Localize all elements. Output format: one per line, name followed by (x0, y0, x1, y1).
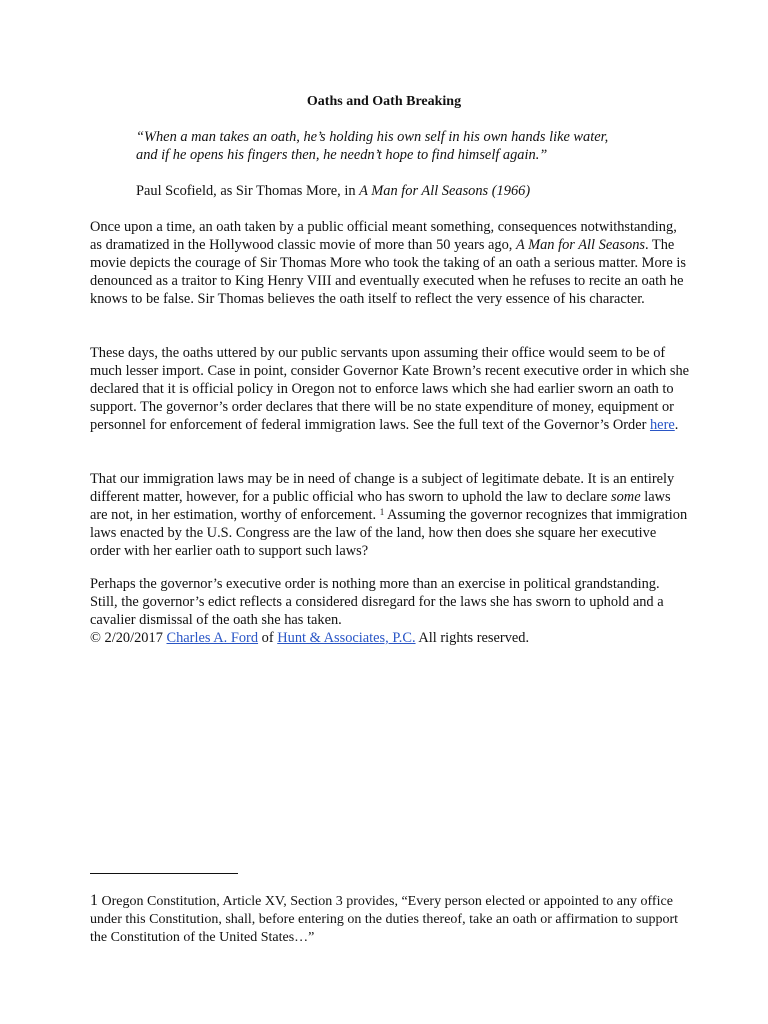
para2-end: . (674, 417, 679, 433)
paragraph-3 (90, 470, 690, 560)
para3-text-c: Assuming the governor recognizes that immigration laws enacted by the U.S. Congress are the law of the land, how then does she square her executive order with her earlier oath to support such laws? (90, 507, 688, 559)
epigraph-attribution (136, 182, 696, 200)
para3-text-a: That our immigration laws may be in need of change is a subject of legitimate debate. It is an entirely different matter, however, for a public official who has sworn to uphold the law to declare (90, 471, 675, 505)
attribution-prefix: Paul Scofield, as Sir Thomas More, in (136, 183, 360, 199)
footnote-reference[interactable]: 1 (379, 507, 385, 517)
attribution-work-title: A Man for All Seasons (1966) (359, 183, 531, 199)
para3-italic-word: some (611, 489, 641, 505)
para3-text-b: laws are not, in her estimation, worthy of enforcement. (90, 489, 671, 523)
copyright-line (90, 629, 690, 647)
epigraph-quote (136, 128, 656, 164)
paragraph-4 (90, 575, 690, 629)
para1-text-a: Once upon a time, an oath taken by a public official meant something, consequences notwithstanding, as dramatized in the Hollywood classic movie of more than 50 years ago, (90, 219, 677, 253)
para2-text: These days, the oaths uttered by our public servants upon assuming their office would seem to be of much lesser import. Case in point, consider Governor Kate Brown’s recent executive order in which she declared that it is official policy in Oregon not to enforce laws which she had earlier sworn an oath to support. The governor’s order declares that there will be no state expenditure of money, equipment or personnel for enforcement of federal immigration laws. See the full text of the Governor’s Order (90, 345, 690, 433)
footnote-number: 1 (90, 892, 98, 909)
firm-link[interactable]: Hunt & Associates, P.C. (277, 630, 416, 646)
governor-order-link[interactable]: here (649, 417, 675, 433)
footnote-text: Oregon Constitution, Article XV, Section 3 provides, “Every person elected or appointed to any office under this Constitution, shall, before entering on the duties thereof, take an oath or affirmation to support the Constitution of the United States…” (90, 894, 678, 945)
para4-text: Perhaps the governor’s executive order is nothing more than an exercise in political grandstanding. Still, the governor’s edict reflects a considered disregard for the laws she has sworn to uphold and a cavalier dismissal of the oath she has taken. (90, 576, 664, 628)
author-link[interactable]: Charles A. Ford (166, 630, 259, 646)
copyright-suffix: All rights reserved. (415, 630, 530, 646)
footnote-divider (90, 873, 238, 874)
paragraph-1 (90, 218, 690, 308)
document-title: Oaths and Oath Breaking (306, 94, 462, 109)
copyright-of: of (258, 630, 278, 646)
copyright-prefix: © 2/20/2017 (90, 630, 167, 646)
epigraph-line-2: and if he opens his fingers then, he needn’t hope to find himself again.” (136, 147, 548, 163)
para1-text-b: . The movie depicts the courage of Sir Thomas More who took the taking of an oath a serious matter. More is denounced as a traitor to King Henry VIII and eventually executed when he refuses to recite an oath he knows to be false. Sir Thomas believes the oath itself to reflect the very essence of his character. (90, 237, 687, 307)
para1-italic-title: A Man for All Seasons (516, 237, 645, 253)
footnote (90, 878, 690, 961)
paragraph-2 (90, 344, 690, 434)
epigraph-line-1: “When a man takes an oath, he’s holding his own self in his own hands like water, (136, 129, 609, 145)
